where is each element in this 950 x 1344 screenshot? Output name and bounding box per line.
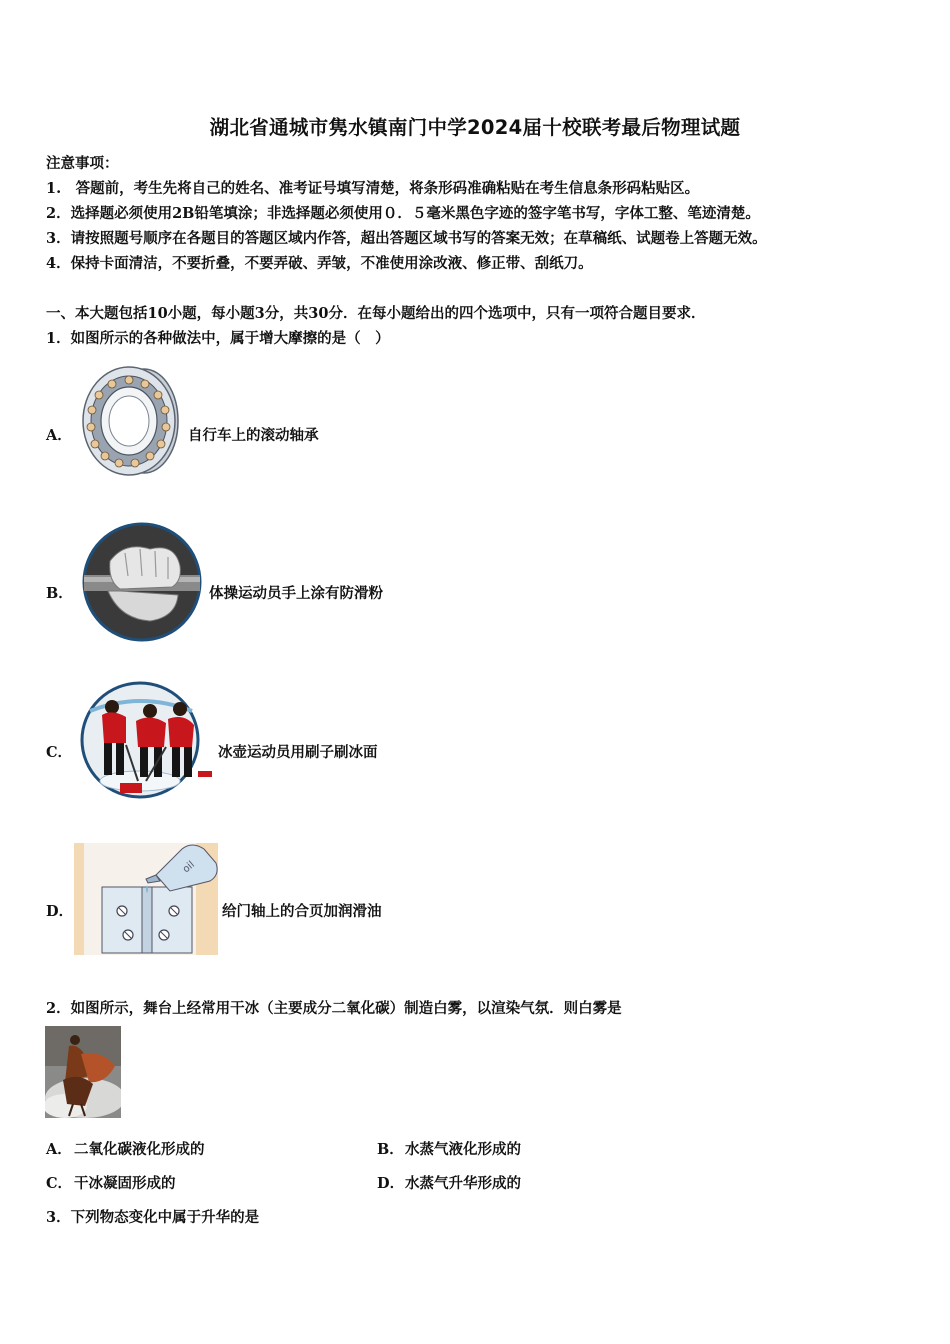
option-text: 二氧化碳液化形成的 [74,1141,205,1158]
option-text: 水蒸气升华形成的 [405,1175,521,1192]
option-label: A． [46,1141,72,1158]
page-title: 湖北省通城市隽水镇南门中学2024届十校联考最后物理试题 [209,116,741,139]
option-label: C． [46,744,73,761]
question-2-stem: 2．如图所示，舞台上经常用干冰（主要成分二氧化碳）制造白雾，以渲染气氛．则白雾是 [46,1000,622,1017]
option-text: 给门轴上的合页加润滑油 [222,903,382,920]
section-intro: 一、本大题包括10小题，每小题3分，共30分．在每小题给出的四个选项中，只有一项符合题目要求． [46,305,706,322]
option-label: B． [377,1141,404,1158]
question-3-stem: 3．下列物态变化中属于升华的是 [46,1209,260,1226]
hinge-oil-image [74,835,218,955]
bearing-image [74,358,184,484]
notice-item: 4．保持卡面清洁，不要折叠，不要弄破、弄皱，不准使用涂改液、修正带、刮纸刀。 [46,255,593,272]
option-text: 冰壶运动员用刷子刷冰面 [218,744,378,761]
option-text: 干冰凝固形成的 [74,1175,176,1192]
option-label: D． [377,1175,405,1192]
stage-fog-image [45,1026,121,1118]
option-label: C． [46,1175,73,1192]
gymnast-hands-image [80,521,204,643]
notice-item: 3．请按照题号顺序在各题目的答题区域内作答，超出答题区域书写的答案无效；在草稿纸、试题卷上答题无效。 [46,230,767,247]
option-text: 体操运动员手上涂有防滑粉 [209,585,383,602]
notice-item: 2．选择题必须使用2B铅笔填涂；非选择题必须使用０．５毫米黑色字迹的签字笔书写，字体工整、笔迹清楚。 [46,205,760,222]
option-label: D． [46,903,74,920]
svg-text:oil: oil [180,859,197,876]
option-text: 水蒸气液化形成的 [405,1141,521,1158]
option-label: A． [46,427,72,444]
question-1-stem: 1．如图所示的各种做法中，属于增大摩擦的是（ ） [46,330,390,347]
curling-image [80,681,214,799]
option-label: B． [46,585,73,602]
option-text: 自行车上的滚动轴承 [188,427,319,444]
notice-item: 1. 答题前，考生先将自己的姓名、准考证号填写清楚，将条形码准确粘贴在考生信息条形码粘贴区。 [46,180,700,197]
notice-heading: 注意事项： [46,155,119,172]
